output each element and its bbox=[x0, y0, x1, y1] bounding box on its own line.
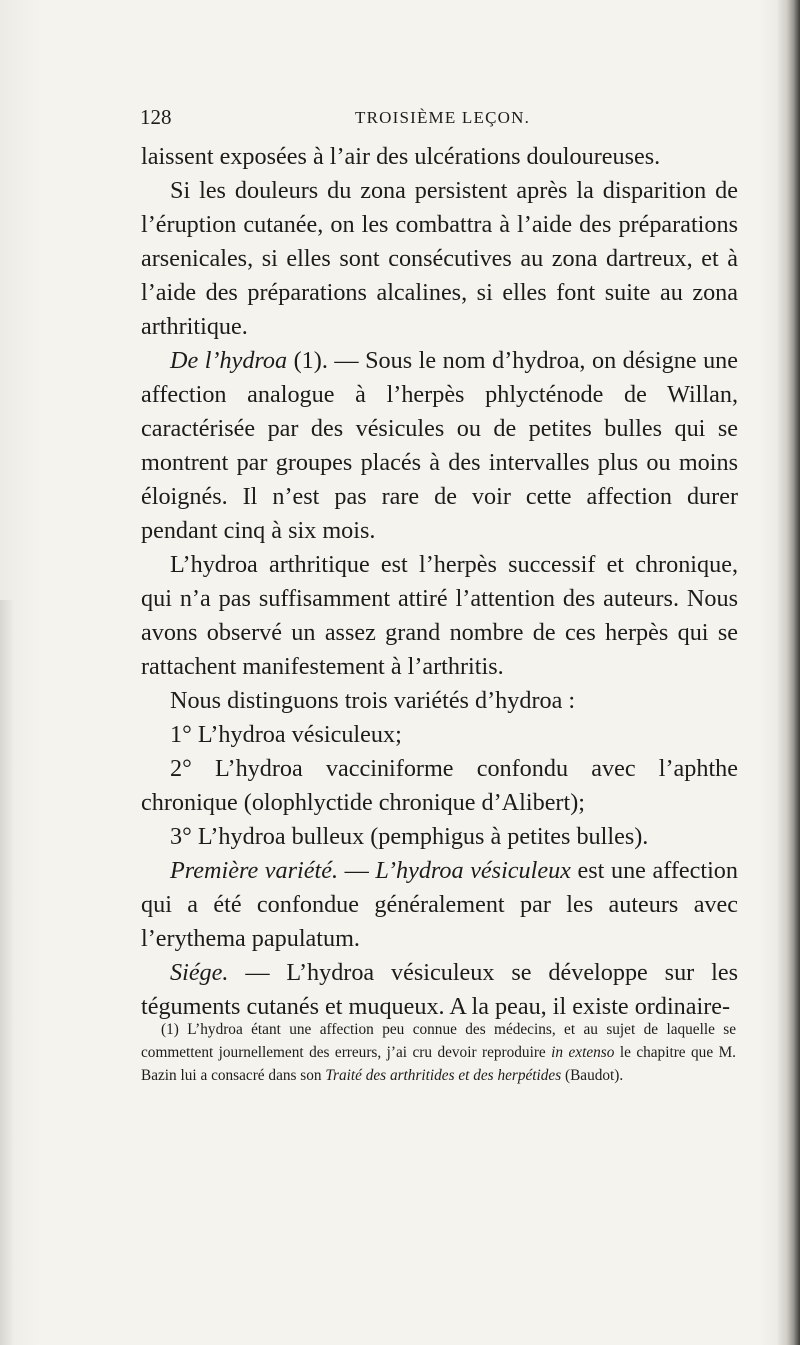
page-number: 128 bbox=[140, 105, 172, 129]
paragraph bbox=[141, 344, 738, 548]
footnote: (1) L’hydroa étant une affection peu connue des médecins, et au sujet de laquelle se commettent journellement des erreurs, j’ai cru devoir reproduire in extenso le chapitre que M. Bazin lui a consacré dans son Traité des arthritides et des herpétides (Baudot). bbox=[141, 1021, 736, 1084]
paragraph-text: est une affection qui a été confondue généralement par les auteurs avec l’erythema papulatum. bbox=[141, 857, 738, 952]
section-title: Première variété. bbox=[170, 857, 338, 884]
list-item: 2° L’hydroa vacciniforme confondu avec l’aphthe chronique (olophlyctide chronique d’Alibert); bbox=[141, 755, 738, 816]
paragraph bbox=[141, 854, 738, 956]
list-item: 3° L’hydroa bulleux (pemphigus à petites bulles). bbox=[170, 823, 649, 850]
page-left-shade bbox=[0, 600, 14, 1345]
term: L’hydroa vésiculeux bbox=[375, 857, 571, 884]
page-edge-shadow bbox=[778, 0, 800, 1345]
dash: — bbox=[338, 857, 376, 884]
list-item: 1° L’hydroa vésiculeux; bbox=[170, 721, 402, 748]
page-header bbox=[140, 105, 730, 135]
paragraph: laissent exposées à l’air des ulcérations douloureuses. bbox=[141, 143, 661, 170]
running-head: TROISIÈME LEÇON. bbox=[355, 108, 531, 127]
paragraph: Si les douleurs du zona persistent après la disparition de l’éruption cutanée, on les combattra à l’aide des préparations arsenicales, si elles sont consécutives au zona dartreux, et à l’aide des préparations alcalines, si elles font suite au zona arthritique. bbox=[141, 177, 738, 340]
paragraph-text: (1). — Sous le nom d’hydroa, on désigne une affection analogue à l’herpès phlycténode de Willan, caractérisée par des vésicules ou de petites bulles qui se montrent par groupes placés à des intervalles plus ou moins éloignés. Il n’est pas rare de voir cette affection durer pendant cinq à six mois. bbox=[141, 347, 738, 544]
section-title: De l’hydroa bbox=[170, 347, 288, 374]
book-title: Traité des arthritides et des herpétides bbox=[325, 1067, 562, 1084]
paragraph bbox=[141, 956, 738, 1024]
paragraph: L’hydroa arthritique est l’herpès successif et chronique, qui n’a pas suffisamment attiré l’attention des auteurs. Nous avons observé un assez grand nombre de ces herpès qui se rattachent manifestement à l’arthritis. bbox=[141, 551, 738, 680]
section-title: Siége. bbox=[170, 959, 229, 986]
body-text bbox=[141, 140, 738, 1024]
paragraph-text: — L’hydroa vésiculeux se développe sur les téguments cutanés et muqueux. A la peau, il existe ordinaire- bbox=[141, 959, 738, 1020]
paragraph: Nous distinguons trois variétés d’hydroa : bbox=[170, 687, 576, 714]
footnote-italic: in extenso bbox=[551, 1044, 615, 1061]
